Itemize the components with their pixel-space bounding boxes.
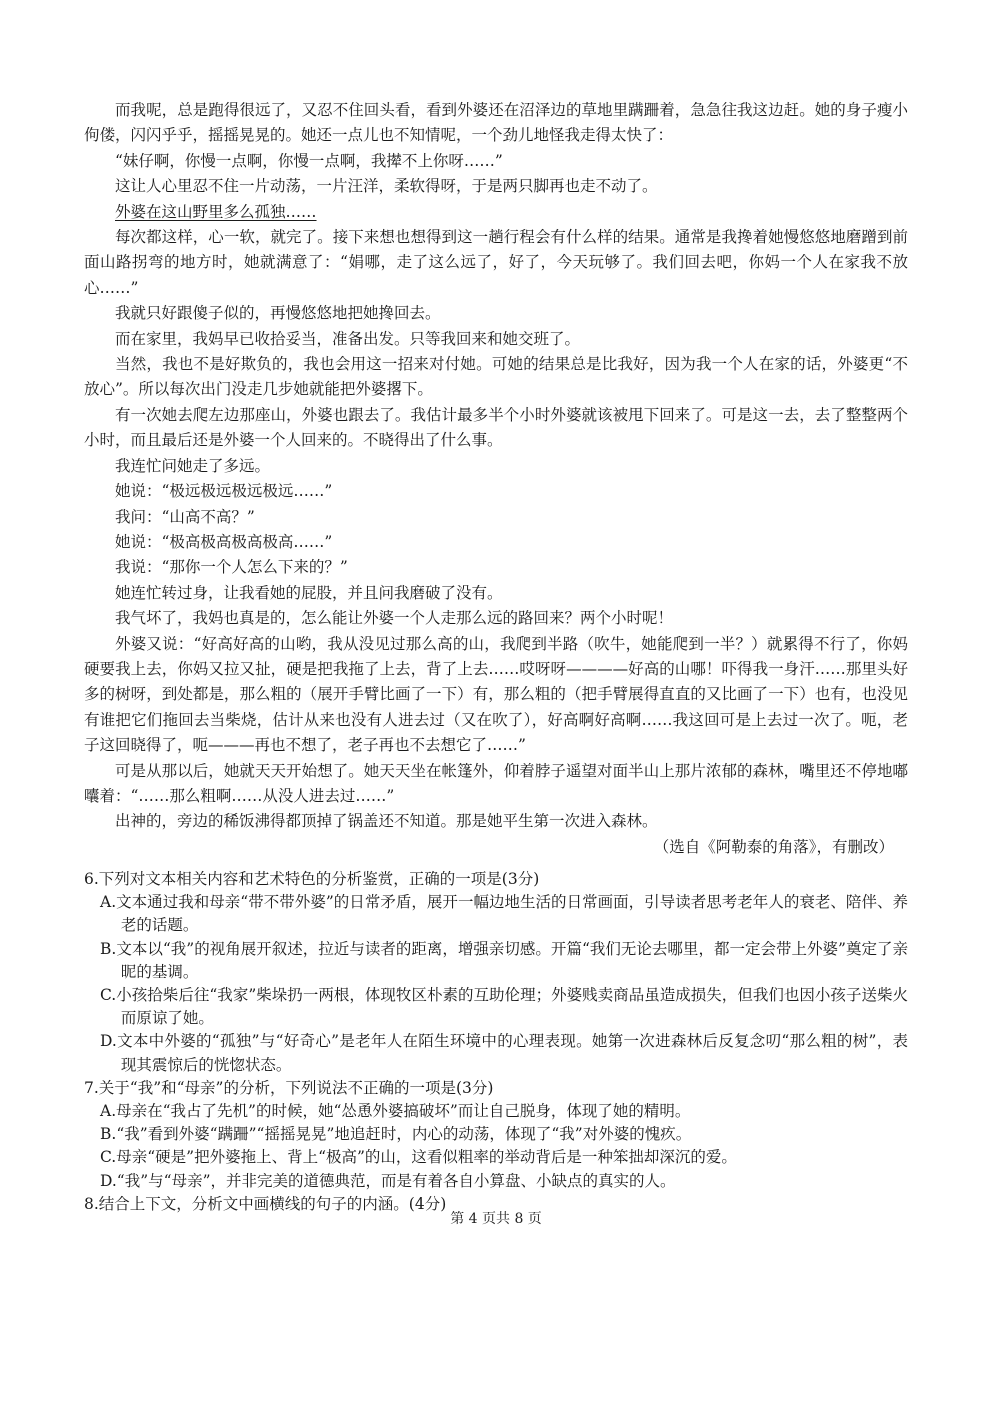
passage-paragraph: “妹仔啊，你慢一点啊，你慢一点啊，我撵不上你呀……” [115, 151, 503, 170]
passage-paragraph: 当然，我也不是好欺负的，我也会用这一招来对付她。可她的结果总是比我好，因为我一个人在家的话，外婆更“不放心”。所以每次出门没走几步她就能把外婆撂下。 [84, 355, 908, 399]
question-6-option-b: B.文本以“我”的视角展开叙述，拉近与读者的距离，增强亲切感。开篇“我们无论去哪里，都一定会带上外婆”奠定了亲昵的基调。 [100, 939, 908, 981]
passage-paragraph: 我问：“山高不高？” [115, 507, 255, 526]
passage-paragraph: 她说：“极高极高极高极高……” [115, 532, 333, 551]
passage-paragraph: 她连忙转过身，让我看她的屁股，并且问我磨破了没有。 [115, 583, 503, 602]
passage-paragraph: 我就只好跟傻子似的，再慢悠悠地把她搀回去。 [115, 304, 441, 323]
underlined-sentence [84, 200, 908, 225]
passage-paragraph: 而我呢，总是跑得很远了，又忍不住回头看，看到外婆还在沼泽边的草地里蹒跚着，急急往我这边赶。她的身子瘦小佝偻，闪闪乎乎，摇摇晃晃的。她还一点儿也不知情呢，一个劲儿地怪我走得太快了： [84, 101, 908, 145]
passage-source: （选自《阿勒泰的角落》，有删改） [653, 837, 894, 856]
passage-paragraph: 可是从那以后，她就天天开始想了。她天天坐在帐篷外，仰着脖子遥望对面半山上那片浓郁的森林，嘴里还不停地嘟囔着：“……那么粗啊……从没人进去过……” [84, 761, 908, 805]
question-6-stem: 6.下列对文本相关内容和艺术特色的分析鉴赏，正确的一项是(3分) [84, 870, 540, 888]
passage-paragraph: 而在家里，我妈早已收拾妥当，准备出发。只等我回来和她交班了。 [115, 329, 581, 348]
question-6-option-d: D.文本中外婆的“孤独”与“好奇心”是老年人在陌生环境中的心理表现。她第一次进森林后反复念叨“那么粗的树”，表现其震惊后的恍惚状态。 [100, 1032, 908, 1074]
underlined-text: 外婆在这山野里多么孤独…… [115, 202, 317, 221]
passage-paragraph: 这让人心里忍不住一片动荡，一片汪洋，柔软得呀，于是两只脚再也走不动了。 [115, 177, 658, 196]
passage-paragraph: 她说：“极远极远极远极远……” [115, 482, 333, 501]
passage-paragraph: 我气坏了，我妈也真是的，怎么能让外婆一个人走那么远的路回来？两个小时呢！ [115, 609, 674, 628]
passage-paragraph: 有一次她去爬左边那座山，外婆也跟去了。我估计最多半个小时外婆就该被甩下回来了。可是这一去，去了整整两个小时，而且最后还是外婆一个人回来的。不晓得出了什么事。 [84, 405, 908, 450]
passage-paragraph: 外婆又说：“好高好高的山哟，我从没见过那么高的山，我爬到半路（吹牛，她能爬到一半？）就累得不行了，你妈硬要我上去，你妈又拉又扯，硬是把我拖了上去，背了上去……哎呀呀————好高的山哪！吓得我一身汗……那里头好多的树呀，到处都是，那么粗的（展开手臂比画了一下）有，那么粗的（把手臂展得直直的又比画了一下）也有，也没见有谁把它们拖回去当柴烧，估计从来也没有人进去过（又在吹了），好高啊好高啊……我这回可是上去过一次了。呃，老子这回晓得了，呃———再也不想了，老子再也不去想它了……” [84, 634, 908, 755]
question-7-option-b: B.“我”看到外婆“蹒跚”“摇摇晃晃”地追赶时，内心的动荡，体现了“我”对外婆的愧疚。 [100, 1125, 692, 1144]
question-list [84, 868, 908, 1216]
passage-paragraph: 出神的，旁边的稀饭沸得都顶掉了锅盖还不知道。那是她平生第一次进入森林。 [115, 812, 658, 831]
page-number-footer: 第 4 页共 8 页 [450, 1211, 542, 1227]
passage-paragraph: 每次都这样，心一软，就完了。接下来想也想得到这一趟行程会有什么样的结果。通常是我搀着她慢悠悠地磨蹭到前面山路拐弯的地方时，她就满意了：“娟哪，走了这么远了，好了，今天玩够了。我们回去吧，你妈一个人在家我不放心……” [84, 228, 908, 297]
question-6-option-c: C.小孩拾柴后往“我家”柴垛扔一两根，体现牧区朴素的互助伦理；外婆贱卖商品虽造成损失，但我们也因小孩子送柴火而原谅了她。 [100, 986, 908, 1028]
question-7-stem: 7.关于“我”和“母亲”的分析，下列说法不正确的一项是(3分) [84, 1078, 494, 1097]
reading-passage [84, 98, 908, 860]
question-7-option-a: A.母亲在“我占了先机”的时候，她“怂恿外婆搞破坏”而让自己脱身，体现了她的精明。 [100, 1102, 691, 1121]
question-8-stem: 8.结合上下文，分析文中画横线的句子的内涵。(4分) [84, 1194, 447, 1213]
question-7-option-d: D.“我”与“母亲”，并非完美的道德典范，而是有着各自小算盘、小缺点的真实的人。 [100, 1171, 676, 1190]
question-7-option-c: C.母亲“硬是”把外婆拖上、背上“极高”的山，这看似粗率的举动背后是一种笨拙却深沉的爱。 [100, 1148, 737, 1167]
question-6-option-a: A.文本通过我和母亲“带不带外婆”的日常矛盾，展开一幅边地生活的日常画面，引导读者思考老年人的衰老、陪伴、养老的话题。 [100, 893, 908, 935]
passage-paragraph: 我说：“那你一个人怎么下来的？” [115, 558, 348, 577]
passage-paragraph: 我连忙问她走了多远。 [115, 456, 271, 475]
